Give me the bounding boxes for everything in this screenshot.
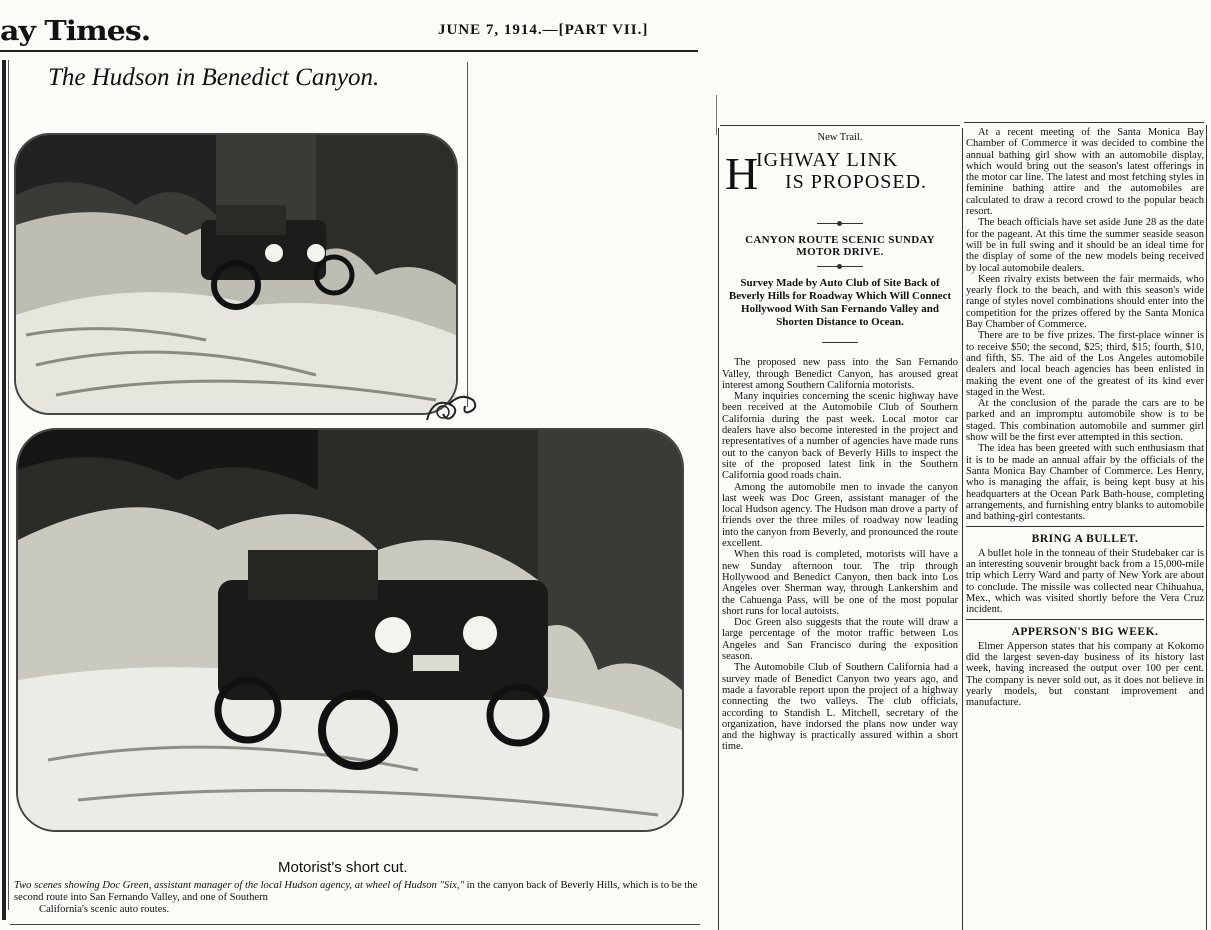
caption-body: in the canyon back of Beverly Hills, which is to be the second route into San Fernando Valley, and one of Southern	[14, 880, 698, 903]
article-paragraph: The proposed new pass into the San Fernando Valley, through Benedict Canyon, has aroused great interest among Southern California motorists.	[722, 357, 958, 391]
article-paragraph: At a recent meeting of the Santa Monica Bay Chamber of Commerce it was decided to combine the annual bathing girl show with an automobile display, which would bring out the season's latest offerings in the motor car line. The latest and most fetching styles in feminine bathing attire and the automobiles are calculated to draw a record crowd to the popular beach resort.	[966, 127, 1204, 218]
article-paragraph: The Automobile Club of Southern California had a survey made of Benedict Canyon two years ago, and made a favorable report upon the project of a highway connecting the two valleys. The club officials, according to Standish L. Mitchell, secretary of the organization, have indorsed the plans now under way and the highway is practically assured within a short time.	[722, 662, 958, 753]
article-paragraph: At the conclusion of the parade the cars are to be parked and an impromptu automobile show is to be staged. This combination automobile and summer girl show will be the first ever attempted in this section.	[966, 398, 1204, 444]
article-deck: CANYON ROUTE SCENIC SUNDAY MOTOR DRIVE.	[745, 234, 935, 259]
caption-lead: Two scenes showing Doc Green, assistant manager of the local Hudson agency, at wheel of Hudson "Six,"	[14, 880, 464, 891]
photo-feature-title: The Hudson in Benedict Canyon.	[48, 64, 380, 91]
article-paragraph: Elmer Apperson states that his company at Kokomo did the largest seven-day business of its history last week, having increased the output over 100 per cent. The company is never sold out, as it does not believe in yearly models, but constant improvement and manufacture.	[966, 640, 1204, 709]
masthead-rule	[0, 50, 698, 52]
dateline: JUNE 7, 1914.—[PART VII.]	[438, 22, 649, 38]
column-rule	[718, 128, 719, 930]
headline-line-2: IS PROPOSED.	[785, 171, 928, 194]
article-headline	[722, 147, 958, 215]
article-paragraph: Many inquiries concerning the scenic highway have been received at the Automobile Club of Southern California during the past week. Local motor car dealers have also become interested in the project and representatives of a number of agencies have made runs out to the canyon back of Beverly Hills to inspect the site of the proposed latest link in the Southern California good roads chain.	[722, 391, 958, 482]
column-top-rule	[720, 125, 960, 126]
car-photo-top	[14, 133, 458, 415]
article-paragraph: The idea has been greeted with such enthusiasm that it is to be made an annual affair by the officials of the Santa Monica Bay Chamber of Commerce. Les Henry, who is managing the affair, is being kept busy at his headquarters at the Ocean Park Bath-house, completing arrangements, and furnishing entry blanks to automobile and bathing-girl contestants.	[966, 443, 1204, 523]
photo-frame-rule	[467, 62, 468, 407]
article-paragraph: When this road is completed, motorists will have a new Sunday afternoon tour. The trip through Hollywood and Benedict Canyon, then back into Los Angeles over Sherman way, through Lankershim and the Cahuenga Pass, will be one of the most popular short runs for local autoists.	[722, 549, 958, 617]
decorative-scroll-ornament	[423, 390, 479, 426]
bullet-heading: BRING A BULLET.	[1031, 533, 1139, 546]
article-paragraph: Keen rivalry exists between the fair mermaids, who yearly flock to the beach, and with this season's wide range of styles novel combinations should enter into the competition for the prizes offered by the Santa Monica Bay Chamber of Commerce.	[966, 273, 1204, 331]
article-paragraph: Doc Green also suggests that the route will draw a large percentage of the motor traffic between Los Angeles and San Francisco during the exposition season.	[722, 617, 958, 663]
photo-caption-title: Motorist's short cut.	[278, 859, 408, 876]
article-column-2	[966, 127, 1204, 709]
page-edge-rule	[2, 60, 6, 920]
headline-line-1: IGHWAY LINK	[756, 149, 899, 172]
article-paragraph: Among the automobile men to invade the canyon last week was Doc Green, assistant manager of the local Hudson agency. The Hudson man drove a party of friends over the three miles of roadway now leading into the canyon from Beverly, and pronounced the route excellent.	[722, 481, 958, 550]
article-kicker: New Trail.	[817, 132, 863, 143]
photo-caption	[14, 880, 698, 916]
article-subdeck: Survey Made by Auto Club of Site Back of Beverly Hills for Roadway Which Will Connect Hollywood With San Fernando Valley and Shorten Distance to Ocean.	[728, 277, 952, 329]
apperson-heading: APPERSON'S BIG WEEK.	[1011, 626, 1159, 639]
car-photo-bottom	[16, 428, 684, 832]
short-rule	[822, 342, 858, 343]
page-divider	[716, 95, 717, 135]
photo-frame-rule	[8, 60, 9, 910]
ornamental-dash	[817, 223, 863, 224]
ornamental-dash	[817, 266, 863, 267]
section-rule	[966, 619, 1204, 620]
section-rule	[966, 526, 1204, 527]
column-rule	[962, 128, 963, 930]
caption-body-end: California's scenic auto routes.	[39, 904, 170, 915]
article-paragraph: There are to be five prizes. The first-place winner is to receive $50; the second, $25; third, $15; fourth, $10, and fifth, $5. The aid of the Los Angeles automobile dealers and local beach agencies has been enlisted in making the event one of the greatest of its kind ever staged in the West.	[966, 330, 1204, 398]
column-rule	[1206, 125, 1207, 930]
article-paragraph: A bullet hole in the tonneau of their Studebaker car is an interesting souvenir brought back from a 15,000-mile trip which Lerry Ward and party of New York are about to conclude. The missile was collected near Chihuahua, Mex., which was visited shortly before the Vera Cruz incident.	[966, 547, 1204, 616]
article-paragraph: The beach officials have set aside June 28 as the date for the pageant. At this time the summer seaside season will be in full swing and it should be an ideal time for the display of some of the new models being received by local automobile dealers.	[966, 217, 1204, 274]
headline-dropcap: H	[725, 148, 759, 200]
article-highway-link	[722, 130, 958, 753]
column-top-rule	[964, 122, 1204, 123]
newspaper-masthead: ay Times.	[0, 15, 151, 48]
bottom-rule	[10, 924, 700, 925]
